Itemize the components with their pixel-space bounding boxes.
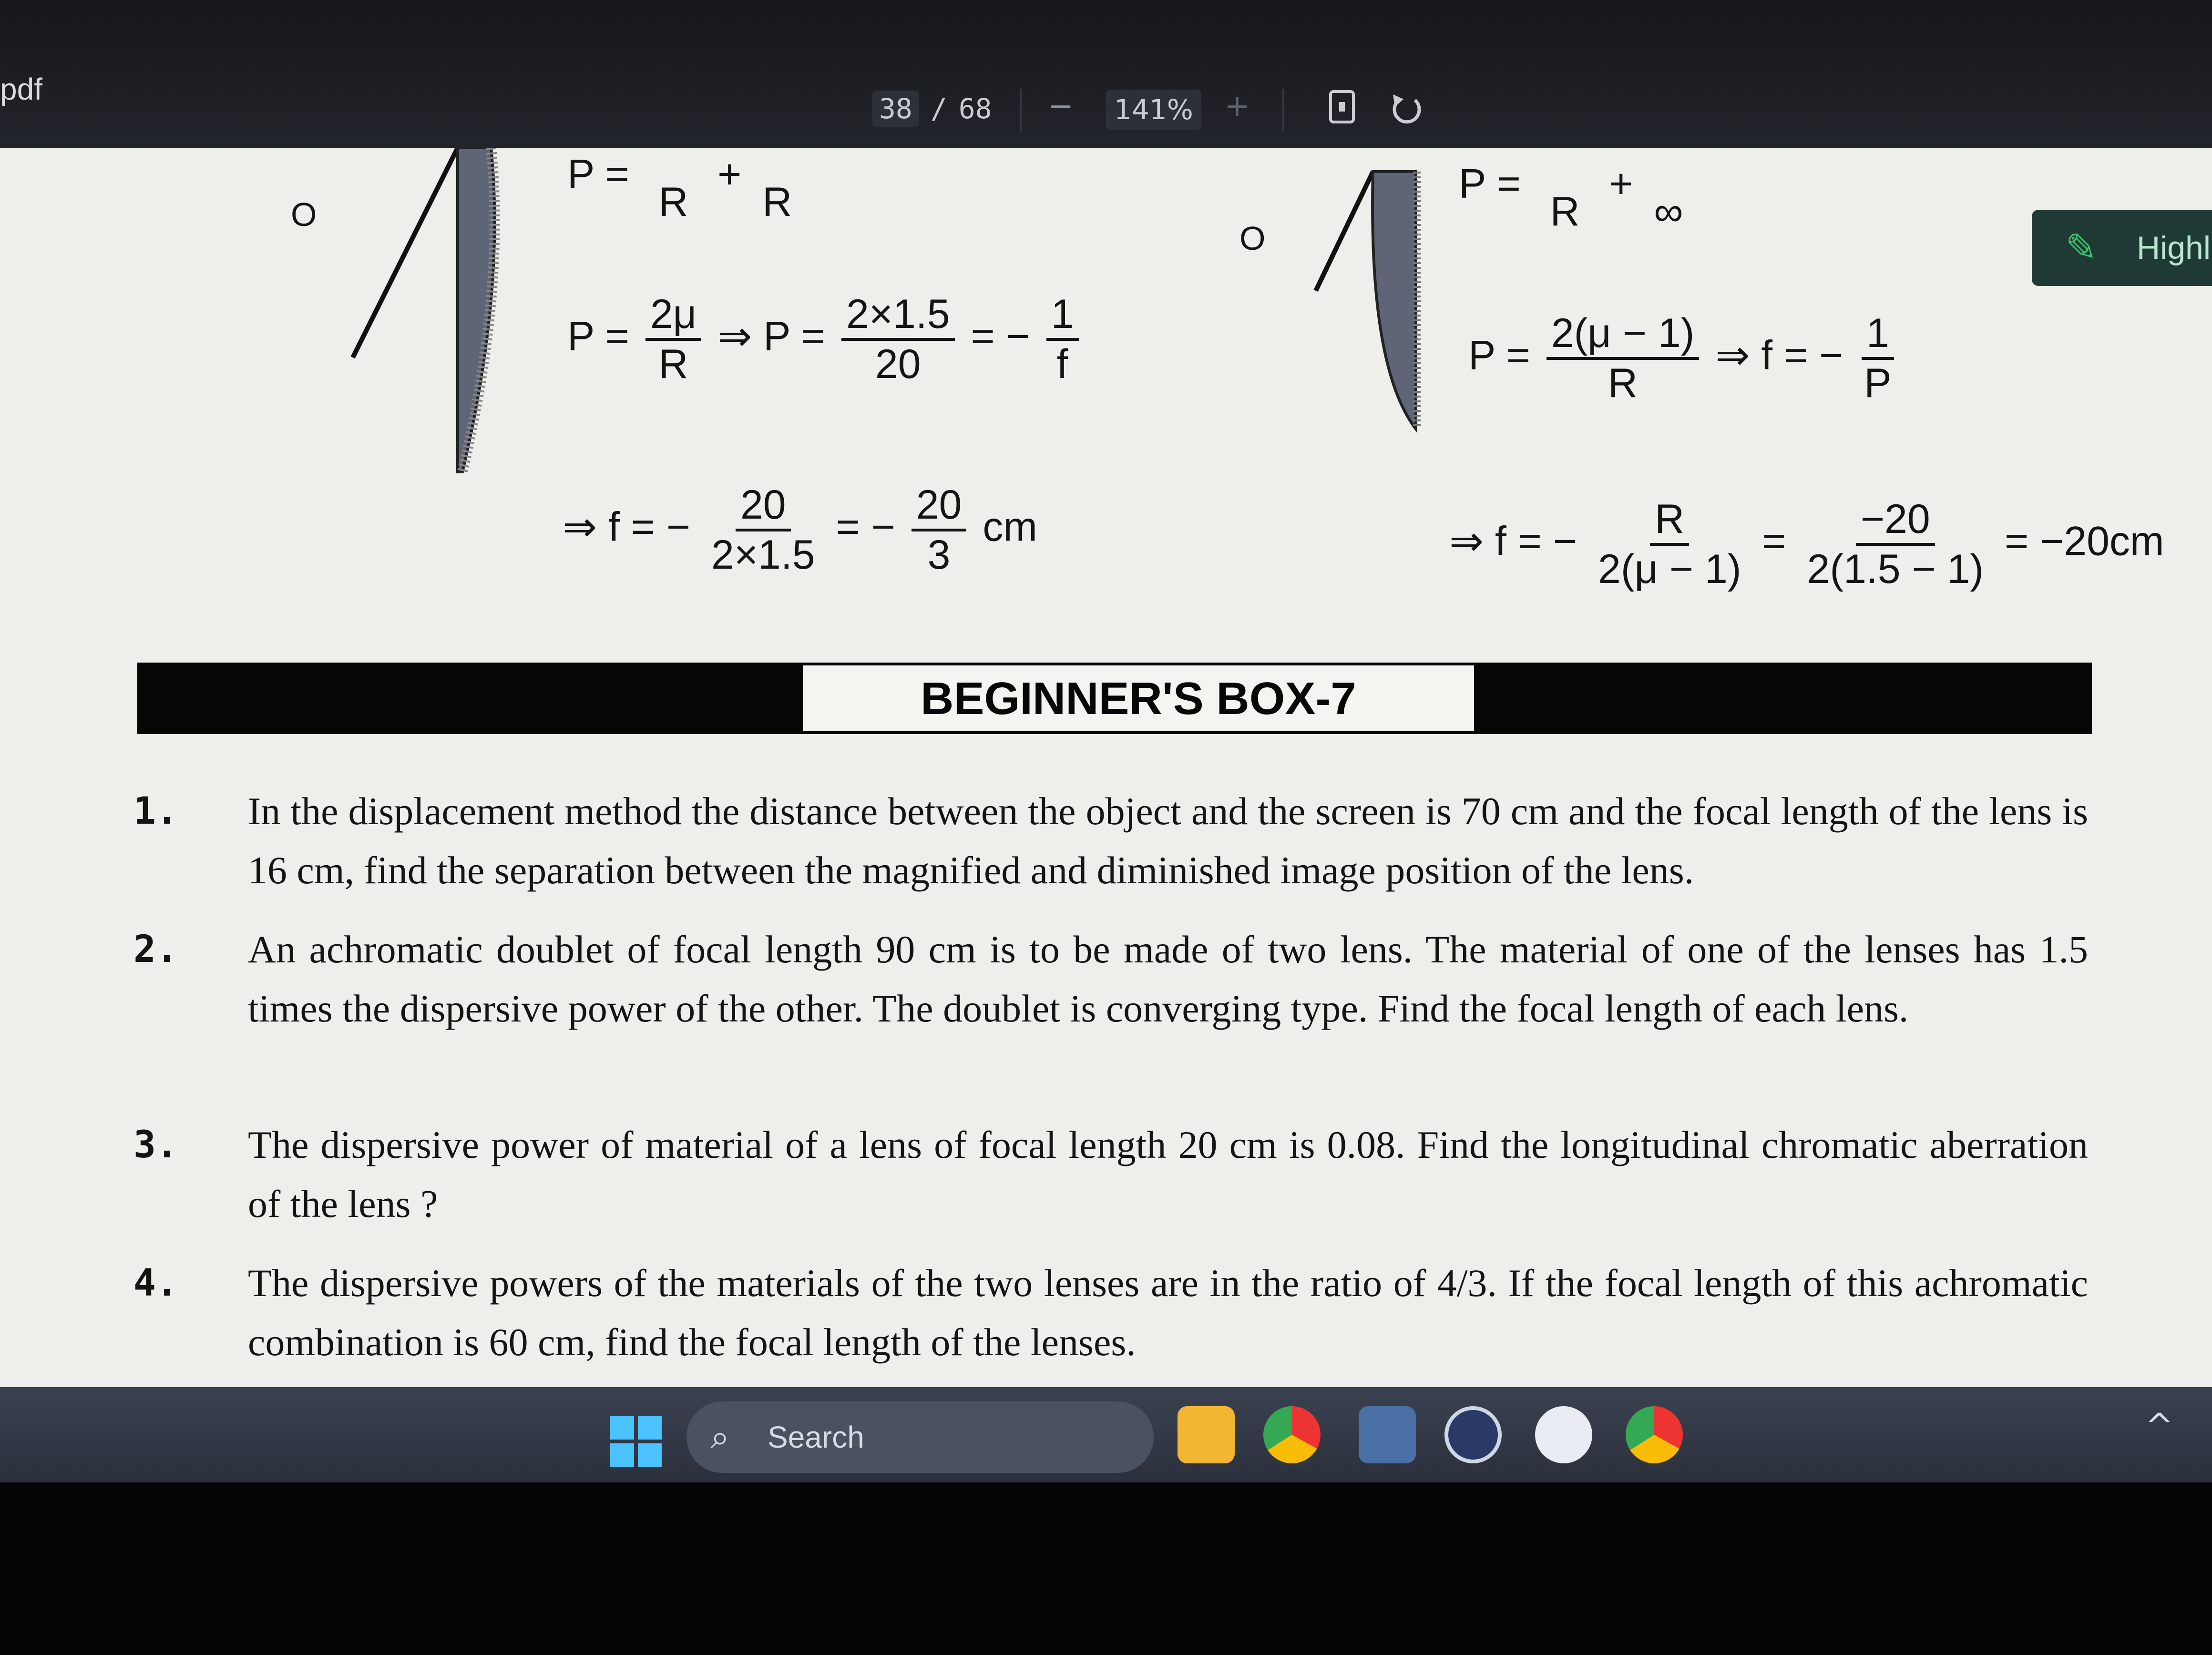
question-text: The dispersive power of material of a lens of focal length 20 cm is 0.08. Find the longitudinal chromatic aberration of the lens ? — [248, 1123, 2088, 1226]
highlighter-pen-icon: ✎ — [2065, 226, 2098, 269]
eq-numerator: 2μ — [645, 291, 701, 341]
beginners-box-title: BEGINNER'S BOX-7 — [800, 663, 1477, 734]
right-power-equation-2 — [1468, 310, 1901, 407]
eq-numerator: 1 — [1862, 310, 1894, 360]
object-label-left: O — [291, 196, 317, 233]
chrome-profile-icon[interactable] — [1626, 1406, 1683, 1463]
question-number: 3. — [133, 1124, 178, 1166]
object-label-right: O — [1239, 220, 1266, 257]
eq-denominator: R — [1608, 360, 1638, 406]
chrome-icon[interactable] — [1263, 1406, 1321, 1463]
eq-text: ⇒ f = − — [1449, 518, 1577, 564]
highlight-button[interactable] — [2032, 210, 2212, 286]
eq-text: + — [717, 151, 742, 197]
eq-numerator: 1 — [1046, 291, 1079, 341]
question-item — [133, 1254, 2088, 1378]
eq-denominator: 20 — [875, 341, 921, 387]
pdf-page — [0, 148, 2212, 1387]
question-item — [133, 920, 2088, 1101]
eq-text: + — [1609, 161, 1633, 207]
highlight-label: Highl — [2137, 230, 2211, 266]
eq-denominator: 3 — [927, 532, 951, 578]
eq-text: ⇒ P = — [717, 313, 826, 359]
lens-diagram-right — [1235, 167, 1435, 462]
right-power-equation-1 — [1459, 148, 1693, 235]
monitor-bezel — [0, 1482, 2212, 1655]
eq-text: = − — [971, 313, 1030, 359]
file-explorer-icon[interactable] — [1178, 1406, 1235, 1463]
eq-text: P = — [1468, 332, 1530, 378]
total-pages: 68 — [958, 92, 992, 125]
page-number-input[interactable]: 38 — [872, 91, 919, 127]
zoom-in-button[interactable]: + — [1224, 89, 1250, 124]
eq-denominator: 2(1.5 − 1) — [1807, 546, 1984, 592]
eq-denominator: ∞ — [1654, 189, 1683, 235]
taskbar — [0, 1387, 2212, 1482]
search-icon: ⌕ — [710, 1418, 730, 1456]
calculator-icon[interactable] — [1359, 1406, 1416, 1463]
eq-denominator: 2×1.5 — [711, 532, 815, 578]
eq-text: ⇒ f = − — [563, 504, 691, 550]
left-power-equation-1 — [567, 148, 801, 226]
question-number: 4. — [133, 1262, 178, 1305]
eq-text: P = — [567, 151, 629, 197]
media-player-icon[interactable] — [1444, 1406, 1502, 1463]
eq-numerator: R — [1650, 496, 1689, 546]
search-label: Search — [768, 1420, 864, 1454]
question-item — [133, 782, 2088, 906]
eq-denominator: 2(μ − 1) — [1598, 546, 1741, 592]
eq-denominator: f — [1056, 341, 1068, 387]
eq-denominator: P — [1864, 360, 1892, 406]
eq-unit: cm — [983, 504, 1037, 550]
eq-denominator: R — [1550, 189, 1580, 235]
chevron-up-icon[interactable]: ^ — [2145, 1406, 2173, 1445]
rotate-icon[interactable] — [1387, 90, 1425, 134]
question-text: The dispersive powers of the materials of the two lenses are in the ratio of 4/3. If the focal length of this achromatic combination is 60 cm, find the focal length of the lenses. — [248, 1261, 2088, 1364]
eq-denominator: R — [658, 179, 688, 225]
eq-denominator: R — [762, 179, 792, 225]
left-focal-length-equation — [563, 481, 1037, 579]
eq-text: = −20cm — [2004, 518, 2164, 564]
beginners-box-banner — [137, 663, 2092, 734]
windows-start-icon[interactable] — [610, 1416, 663, 1468]
fit-page-icon[interactable] — [1325, 90, 1359, 131]
left-power-equation-2 — [567, 291, 1084, 388]
question-text: In the displacement method the distance between the object and the screen is 70 cm and the focal length of the lens is 16 cm, find the separation between the magnified and diminished image position of the lens. — [248, 789, 2088, 892]
eq-numerator: 20 — [736, 481, 791, 531]
eq-text: ⇒ f = − — [1715, 332, 1843, 378]
eq-numerator: 2(μ − 1) — [1546, 310, 1700, 360]
question-text: An achromatic doublet of focal length 90 cm is to be made of two lens. The material of one of the lenses has 1.5 times the dispersive power of the other. The doublet is converging type. Find the focal length of each lens. — [248, 928, 2088, 1030]
question-number: 2. — [133, 928, 178, 971]
taskbar-search[interactable] — [686, 1401, 1154, 1473]
question-item — [133, 1115, 2088, 1239]
zoom-level[interactable]: 141% — [1106, 90, 1201, 130]
eq-text: = — [1762, 518, 1786, 564]
page-indicator — [872, 91, 992, 127]
eq-numerator: 20 — [911, 481, 967, 531]
eq-text: P = — [567, 313, 629, 359]
clock-app-icon[interactable] — [1535, 1406, 1592, 1463]
right-focal-length-equation — [1449, 496, 2164, 593]
page-separator: / — [930, 92, 947, 125]
eq-text: = − — [836, 504, 895, 550]
eq-text: P = — [1459, 161, 1521, 207]
eq-numerator: 2×1.5 — [841, 291, 955, 341]
question-number: 1. — [133, 790, 178, 833]
toolbar-divider — [1020, 89, 1022, 132]
eq-denominator: R — [658, 341, 688, 387]
app-title: pdf — [0, 72, 42, 106]
toolbar-divider — [1282, 89, 1284, 132]
eq-numerator: −20 — [1856, 496, 1935, 546]
zoom-out-button[interactable]: − — [1048, 89, 1074, 124]
pdf-toolbar — [0, 0, 2212, 153]
